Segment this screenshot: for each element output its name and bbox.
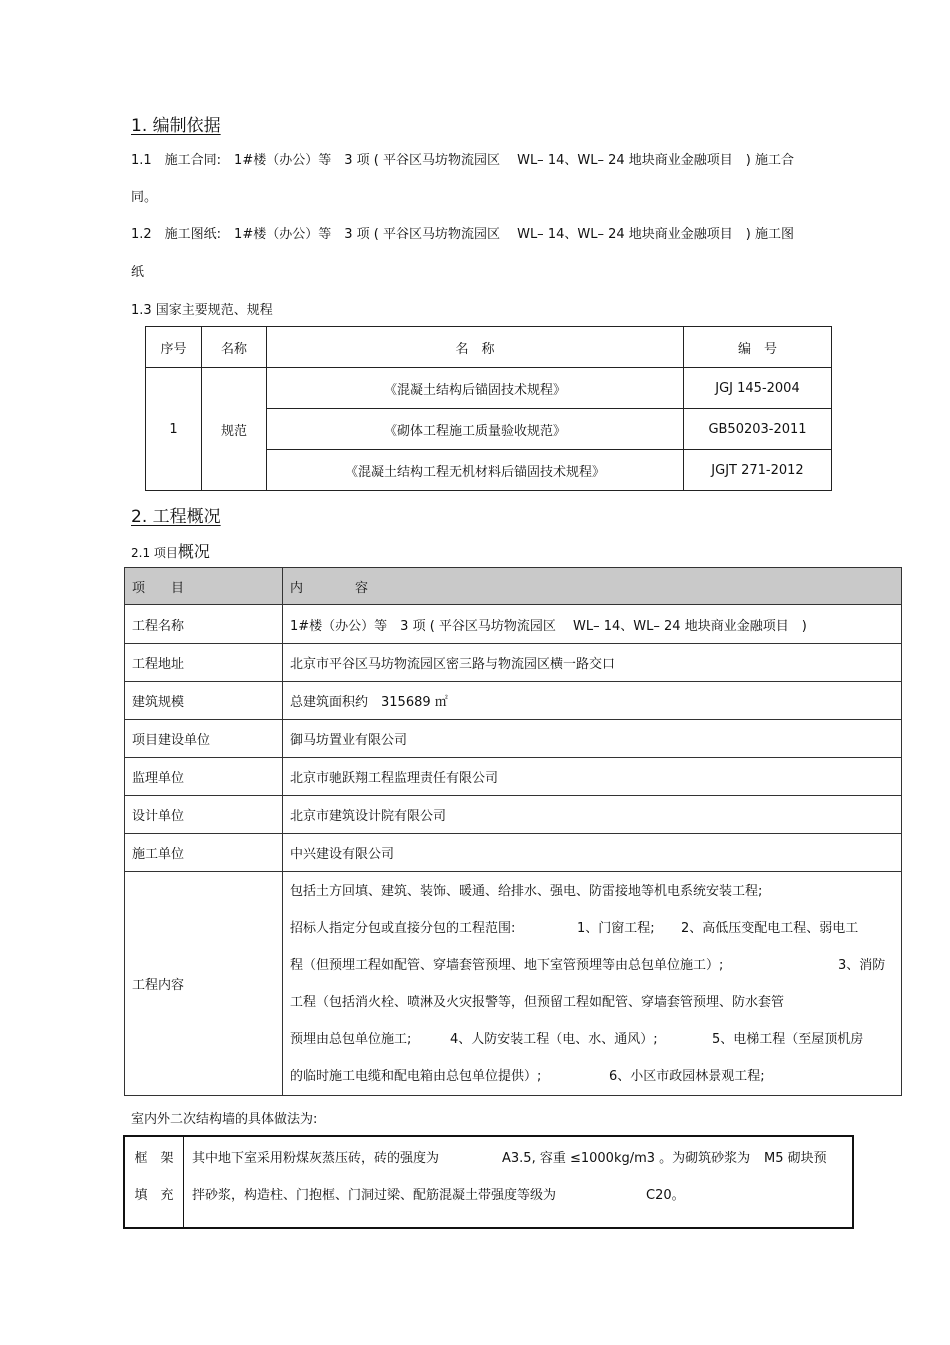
row-value: 北京市建筑设计院有限公司	[283, 796, 902, 834]
col-header-content: 内 容	[283, 568, 902, 605]
project-overview-table	[124, 567, 902, 1096]
col-header-name: 名 称	[267, 327, 684, 368]
scope-text: 预埋由总包单位施工;	[290, 1032, 412, 1047]
row-value: 北京市驰跃翔工程监理责任有限公司	[283, 758, 902, 796]
table-row	[125, 872, 902, 1096]
row-value: 1#楼（办公）等 3 项 ( 平谷区马坊物流园区 WL– 14、WL– 24 地块商业金融项目 )	[283, 605, 902, 644]
row-key: 工程地址	[125, 644, 283, 682]
row-value: 总建筑面积约 315689 ㎡	[283, 682, 902, 720]
scope-line	[290, 984, 901, 1021]
row-key: 工程名称	[125, 605, 283, 644]
clause-1-1-cont: 同。	[131, 190, 158, 205]
standard-code: JGJT 271-2012	[684, 450, 832, 491]
scope-text: 2、高低压变配电工程、弱电工	[681, 921, 859, 936]
row-key: 施工单位	[125, 834, 283, 872]
col-header-type: 名称	[202, 327, 267, 368]
scope-line	[290, 873, 901, 910]
col-header-code: 编 号	[684, 327, 832, 368]
section-1-title: 1. 编制依据	[131, 116, 221, 136]
wall-spec-text: M5 砌块预	[764, 1151, 827, 1166]
wall-spec-cell	[184, 1136, 854, 1228]
subsection-word: 概况	[177, 542, 210, 561]
row-key: 监理单位	[125, 758, 283, 796]
clause-1-3: 1.3 国家主要规范、规程	[131, 303, 273, 318]
scope-text: 6、小区市政园林景观工程;	[609, 1069, 765, 1084]
standard-name: 《混凝土结构工程无机材料后锚固技术规程》	[267, 450, 684, 491]
row-value: 御马坊置业有限公司	[283, 720, 902, 758]
table-row	[125, 644, 902, 682]
scope-text: 工程（包括消火栓、喷淋及火灾报警等，但预留工程如配管、穿墙套管预埋、防水套管	[290, 995, 785, 1010]
clause-1-2-cont: 纸	[131, 265, 145, 280]
clause-1-2: 1.2 施工图纸: 1#楼（办公）等 3 项 ( 平谷区马坊物流园区 WL– 14、WL– 24 地块商业金融项目 ) 施工图	[131, 227, 794, 242]
wall-spec-text: 拌砂浆，构造柱、门抱框、门洞过梁、配筋混凝土带强度等级为	[192, 1188, 557, 1203]
col-header-item: 项 目	[125, 568, 283, 605]
row-key: 项目建设单位	[125, 720, 283, 758]
wall-spec-text: C20。	[646, 1188, 685, 1203]
scope-text: 5、电梯工程（至屋顶机房	[712, 1032, 864, 1047]
scope-text: 招标人指定分包或直接分包的工程范围:	[290, 921, 516, 936]
wall-spec-line	[192, 1140, 852, 1177]
wall-spec-text: 其中地下室采用粉煤灰蒸压砖，砖的强度为	[192, 1151, 440, 1166]
row-key: 建筑规模	[125, 682, 283, 720]
table-row	[146, 368, 832, 409]
standard-name: 《混凝土结构后锚固技术规程》	[267, 368, 684, 409]
row-value: 北京市平谷区马坊物流园区密三路与物流园区横一路交口	[283, 644, 902, 682]
wall-spec-text: A3.5, 容重 ≤1000kg/m3 。为砌筑砂浆为	[502, 1151, 751, 1166]
scope-line	[290, 910, 901, 947]
row-key: 工程内容	[125, 872, 283, 1096]
section-2-title: 2. 工程概况	[131, 507, 221, 527]
standard-code: JGJ 145-2004	[684, 368, 832, 409]
wall-spec-line	[192, 1177, 852, 1214]
row-key: 设计单位	[125, 796, 283, 834]
type-cell: 规范	[202, 368, 267, 491]
wall-type-label: 填 充	[134, 1188, 174, 1203]
scope-text: 1、门窗工程;	[577, 921, 655, 936]
scope-line	[290, 947, 901, 984]
table-row	[125, 720, 902, 758]
standards-table	[145, 326, 832, 491]
scope-text: 3、消防	[838, 958, 886, 973]
scope-text: 程（但预埋工程如配管、穿墙套管预埋、地下室管预埋等由总包单位施工）;	[290, 958, 724, 973]
wall-type-label: 框 架	[134, 1151, 174, 1166]
scope-text: 包括土方回填、建筑、装饰、暖通、给排水、强电、防雷接地等机电系统安装工程;	[290, 884, 763, 899]
scope-line	[290, 1021, 901, 1058]
standard-code: GB50203-2011	[684, 409, 832, 450]
standard-name: 《砌体工程施工质量验收规范》	[267, 409, 684, 450]
scope-text: 的临时施工电缆和配电箱由总包单位提供）;	[290, 1069, 542, 1084]
table-row	[125, 758, 902, 796]
table-row	[125, 682, 902, 720]
table-row	[125, 605, 902, 644]
wall-type-cell	[124, 1136, 184, 1228]
subsection-2-1	[131, 539, 210, 562]
scope-of-work	[283, 872, 902, 1096]
wall-spec-table	[123, 1135, 854, 1229]
row-value: 中兴建设有限公司	[283, 834, 902, 872]
seq-cell: 1	[146, 368, 202, 491]
scope-text: 4、人防安装工程（电、水、通风）;	[450, 1032, 658, 1047]
subsection-number: 2.1 项目	[131, 546, 178, 560]
wall-intro: 室内外二次结构墙的具体做法为:	[131, 1112, 318, 1127]
clause-1-1: 1.1 施工合同: 1#楼（办公）等 3 项 ( 平谷区马坊物流园区 WL– 14、WL– 24 地块商业金融项目 ) 施工合	[131, 153, 794, 168]
scope-line	[290, 1058, 901, 1095]
table-row	[125, 796, 902, 834]
col-header-seq: 序号	[146, 327, 202, 368]
table-row	[125, 834, 902, 872]
